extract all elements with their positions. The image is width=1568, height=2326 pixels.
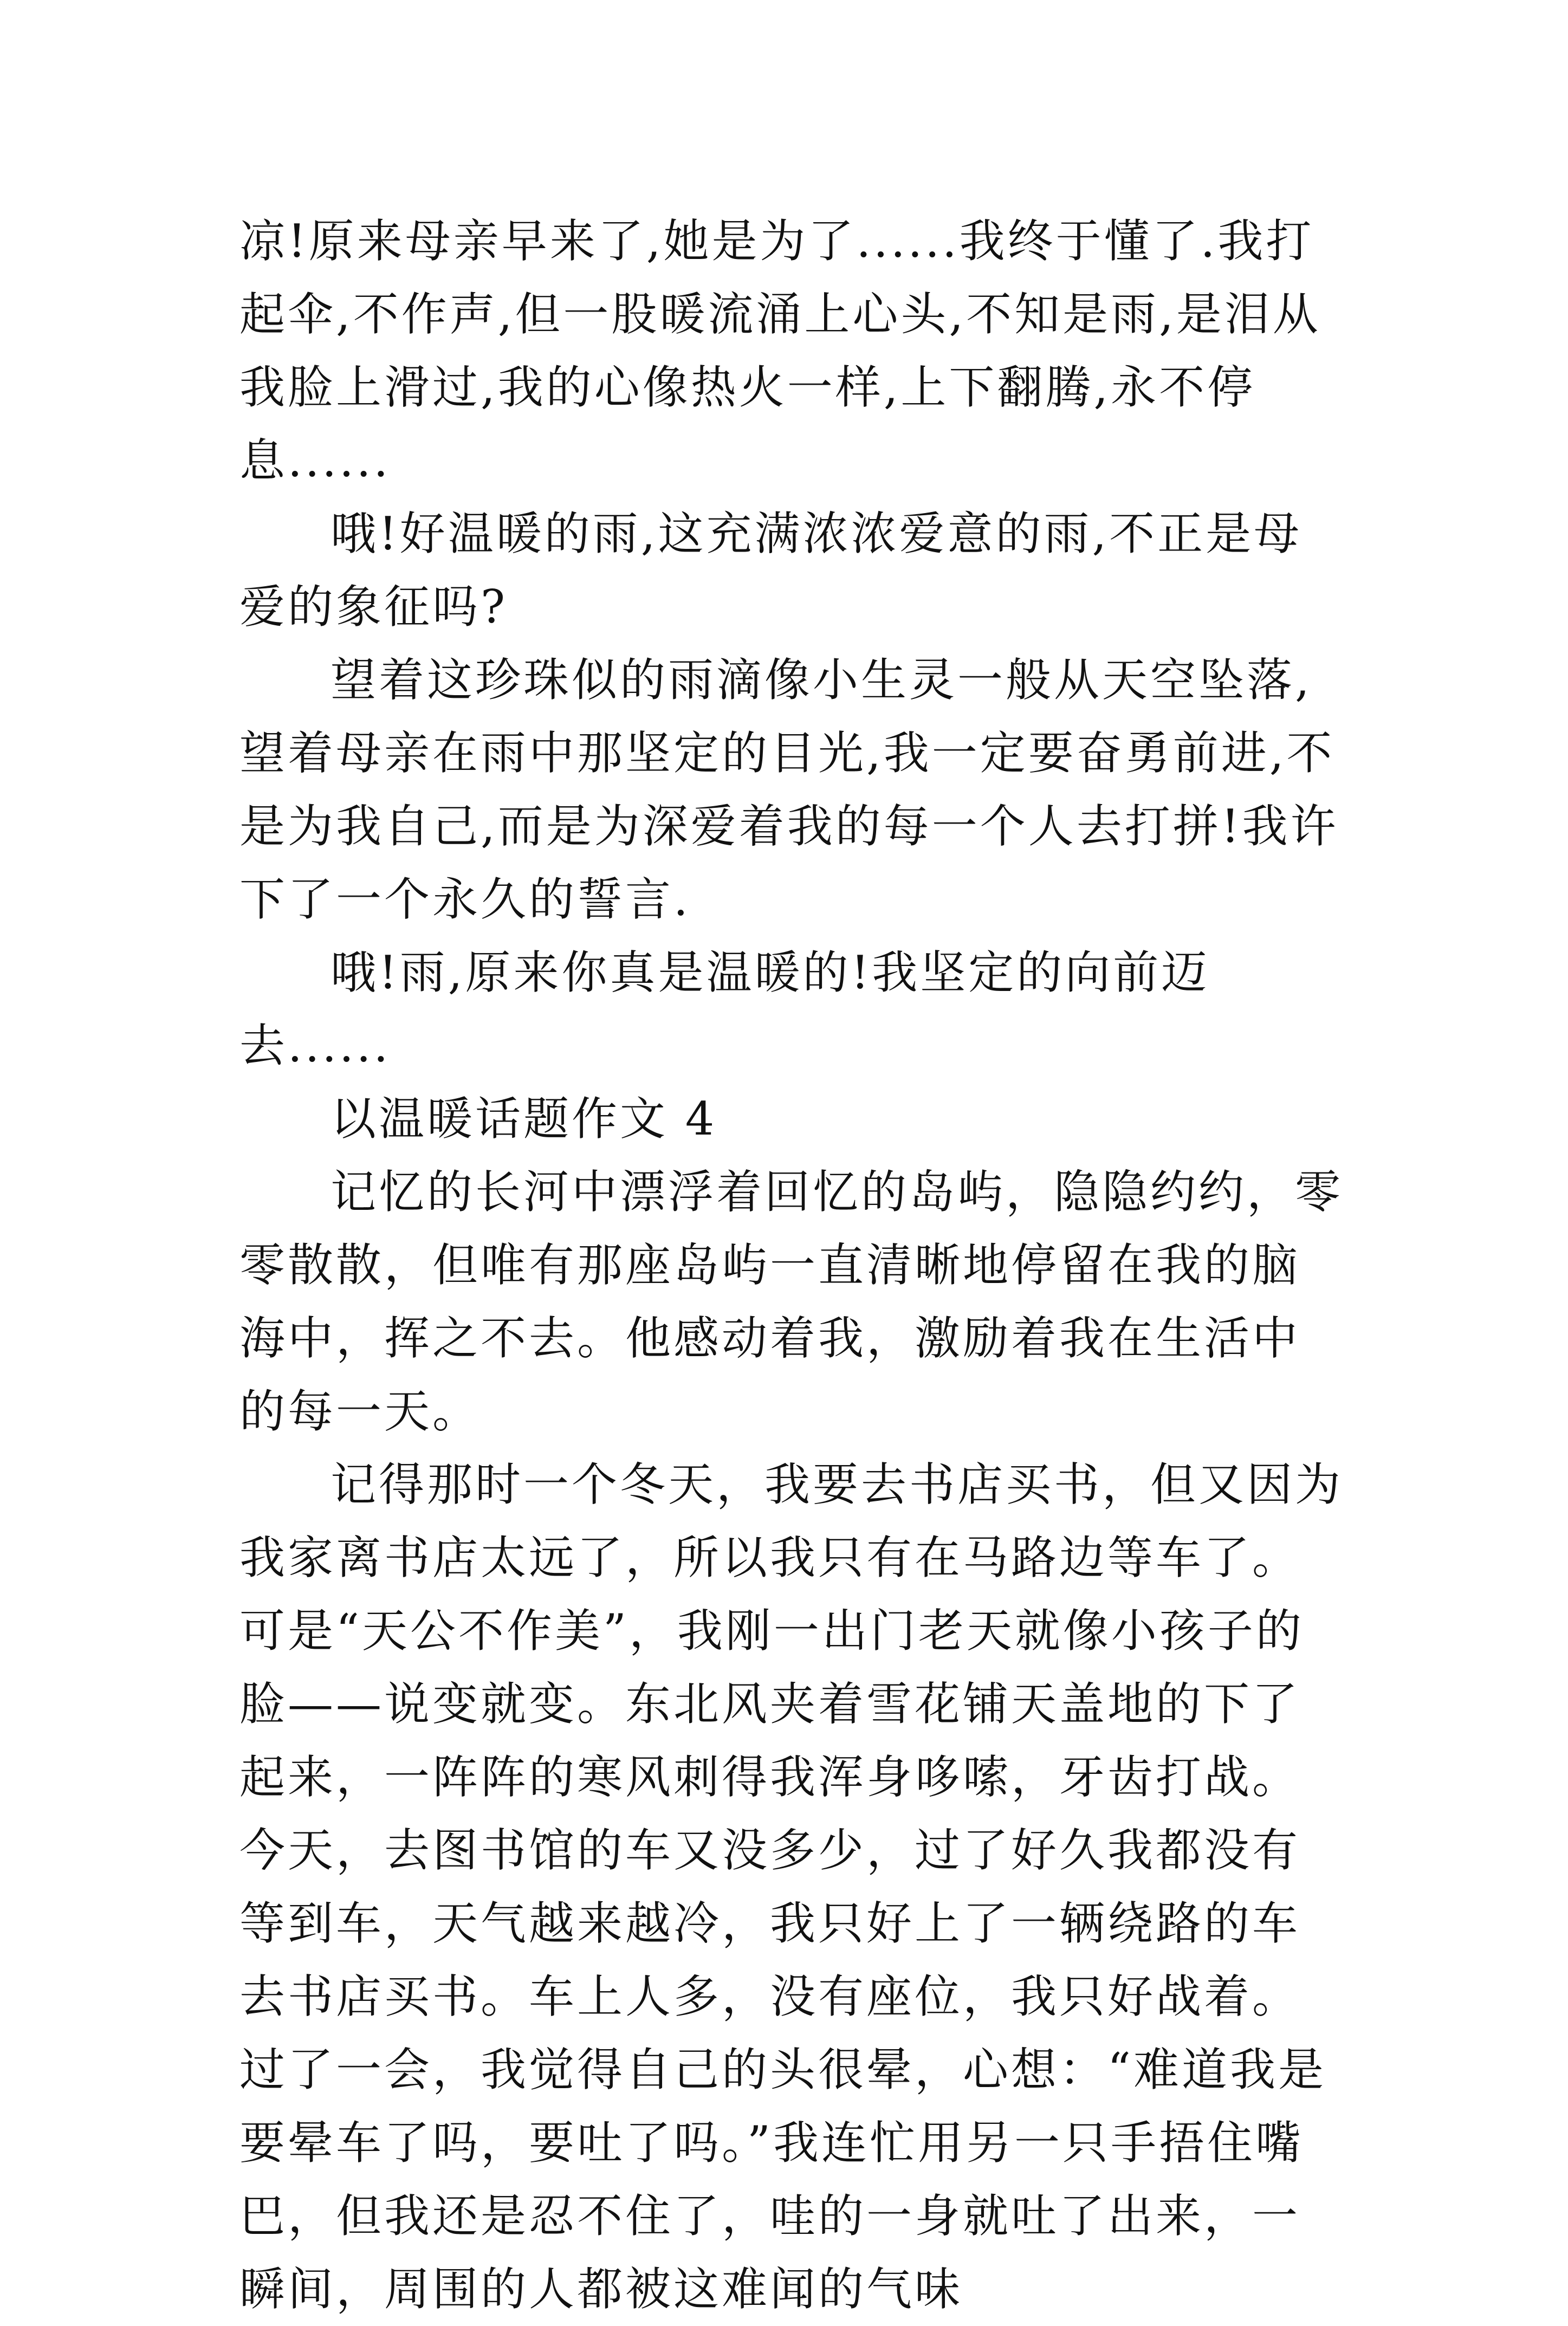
paragraph: 记得那时一个冬天，我要去书店买书，但又因为我家离书店太远了，所以我只有在马路边等车了。可是“天公不作美”，我刚一出门老天就像小孩子的脸——说变就变。东北风夹着雪花铺天盖地的下了起来，一阵阵的寒风刺得我浑身哆嗦，牙齿打战。今天，去图书馆的车又没多少，过了好久我都没有等到车，天气越来越冷，我只好上了一辆绕路的车去书店买书。车上人多，没有座位，我只好战着。过了一会，我觉得自己的头很晕，心想：“难道我是要晕车了吗，要吐了吗。”我连忙用另一只手捂住嘴巴，但我还是忍不住了，哇的一身就吐了出来，一瞬间，周围的人都被这难闻的气味 (239, 1458, 1344, 2316)
paragraph: 哦!好温暖的雨,这充满浓浓爱意的雨,不正是母爱的象征吗? (239, 507, 1303, 633)
document-body (239, 205, 1345, 2326)
paragraph: 望着这珍珠似的雨滴像小生灵一般从天空坠落,望着母亲在雨中那坚定的目光,我一定要奋勇前进,不是为我自己,而是为深爱着我的每一个人去打拼!我许下了一个永久的誓言. (239, 653, 1339, 926)
paragraph: 记忆的长河中漂浮着回忆的岛屿，隐隐约约，零零散散，但唯有那座岛屿一直清晰地停留在我的脑海中，挥之不去。他感动着我，激励着我在生活中的每一天。 (239, 1165, 1344, 1438)
paragraph-continuation: 凉!原来母亲早来了,她是为了......我终于懂了.我打起伞,不作声,但一股暖流涌上心头,不知是雨,是泪从我脸上滑过,我的心像热火一样,上下翻腾,永不停息...... (239, 215, 1321, 487)
section-heading: 以温暖话题作文 4 (331, 1092, 717, 1145)
paragraph: 哦!雨,原来你真是温暖的!我坚定的向前迈去...... (239, 946, 1210, 1072)
